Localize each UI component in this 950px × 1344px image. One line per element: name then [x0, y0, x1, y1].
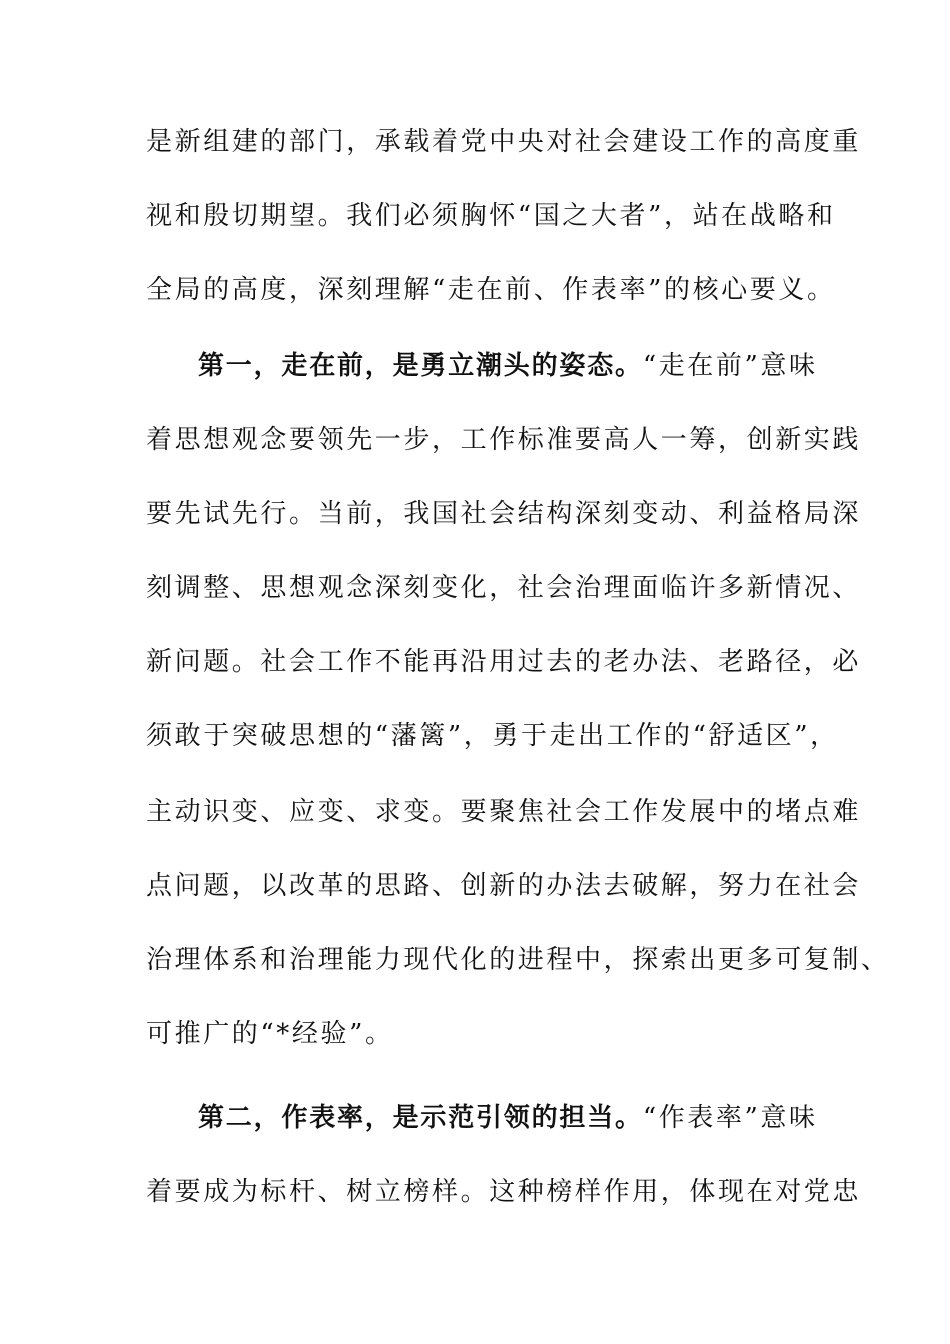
- paragraph-heading: 第二，作表率，是示范引领的担当。: [198, 1103, 643, 1133]
- paragraph-line: 全局的高度，深刻理解“走在前、作表率”的核心要义。: [146, 275, 836, 305]
- paragraph-text: “作表率”意味: [642, 1103, 818, 1133]
- paragraph-line: 须敢于突破思想的“藩篱”，勇于走出工作的“舒适区”，: [146, 721, 839, 751]
- paragraph-line: 着思想观念要领先一步，工作标准要高人一筹，创新实践: [146, 425, 862, 455]
- paragraph-line: 新问题。社会工作不能再沿用过去的老办法、老路径，必: [146, 647, 862, 677]
- paragraph-line: 主动识变、应变、求变。要聚焦社会工作发展中的堵点难: [146, 797, 862, 827]
- paragraph-heading: 第一，走在前，是勇立潮头的姿态。: [198, 351, 643, 381]
- paragraph-line: 刻调整、思想观念深刻变化，社会治理面临许多新情况、: [146, 573, 862, 603]
- paragraph-line: 视和殷切期望。我们必须胸怀“国之大者”，站在战略和: [146, 201, 836, 231]
- paragraph-line: 治理体系和治理能力现代化的进程中，探索出更多可复制、: [146, 945, 890, 975]
- paragraph-text: “走在前”意味: [642, 351, 818, 381]
- paragraph-line: 可推广的“*经验”。: [146, 1019, 394, 1049]
- paragraph-line: 是新组建的部门，承载着党中央对社会建设工作的高度重: [146, 127, 862, 157]
- paragraph-line: 点问题，以改革的思路、创新的办法去破解，努力在社会: [146, 871, 862, 901]
- paragraph-first-line: [198, 346, 888, 386]
- paragraph-line: 要先试先行。当前，我国社会结构深刻变动、利益格局深: [146, 499, 862, 529]
- paragraph-first-line: [198, 1098, 888, 1138]
- paragraph-line: 着要成为标杆、树立榜样。这种榜样作用，体现在对党忠: [146, 1177, 862, 1207]
